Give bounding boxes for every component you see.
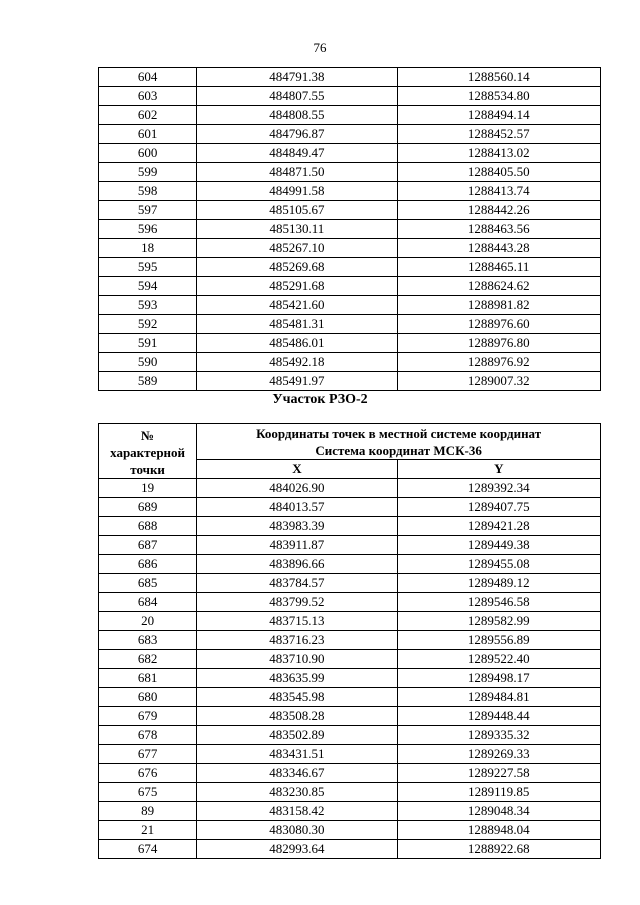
point-number-cell: 676 (99, 764, 197, 783)
point-number-cell: 21 (99, 821, 197, 840)
y-coordinate-cell: 1288534.80 (397, 87, 600, 106)
coordinates-table-continued (98, 67, 601, 391)
x-coordinate-cell: 484808.55 (197, 106, 397, 125)
y-coordinate-cell: 1288452.57 (397, 125, 600, 144)
x-coordinate-cell: 483710.90 (197, 650, 397, 669)
coordinates-group-header-line-2: Система координат МСК-36 (315, 443, 482, 458)
point-number-cell: 688 (99, 517, 197, 536)
table-row (99, 783, 601, 802)
table-row (99, 840, 601, 859)
y-coordinate-cell: 1289392.34 (397, 479, 600, 498)
table-row (99, 498, 601, 517)
table-row (99, 555, 601, 574)
point-number-cell: 685 (99, 574, 197, 593)
point-number-cell: 602 (99, 106, 197, 125)
x-coordinate-cell: 485267.10 (197, 239, 397, 258)
y-coordinate-cell: 1288976.60 (397, 315, 600, 334)
x-coordinate-cell: 485421.60 (197, 296, 397, 315)
y-coordinate-cell: 1288976.80 (397, 334, 600, 353)
point-number-cell: 677 (99, 745, 197, 764)
y-coordinate-cell: 1289522.40 (397, 650, 600, 669)
x-coordinate-cell: 483896.66 (197, 555, 397, 574)
page-number: 76 (313, 40, 327, 55)
point-number-cell: 684 (99, 593, 197, 612)
y-coordinate-cell: 1289498.17 (397, 669, 600, 688)
x-coordinate-cell: 485491.97 (197, 372, 397, 391)
table-row (99, 296, 601, 315)
y-coordinate-cell: 1289335.32 (397, 726, 600, 745)
x-coordinate-cell: 483502.89 (197, 726, 397, 745)
point-number-cell: 18 (99, 239, 197, 258)
table-row (99, 277, 601, 296)
x-coordinate-cell: 484871.50 (197, 163, 397, 182)
y-coordinate-cell: 1288413.02 (397, 144, 600, 163)
table-row (99, 201, 601, 220)
table-row (99, 593, 601, 612)
table-row (99, 68, 601, 87)
table-row (99, 258, 601, 277)
section-title: Участок РЗО-2 (272, 392, 368, 407)
x-coordinate-cell: 483346.67 (197, 764, 397, 783)
point-number-cell: 592 (99, 315, 197, 334)
point-number-header-line-2: характерной (110, 444, 186, 460)
table-row (99, 220, 601, 239)
x-coordinate-cell: 483431.51 (197, 745, 397, 764)
point-number-cell: 682 (99, 650, 197, 669)
point-number-cell: 594 (99, 277, 197, 296)
table-row (99, 726, 601, 745)
table-row (99, 144, 601, 163)
point-number-cell: 589 (99, 372, 197, 391)
y-column-header: Y (397, 460, 600, 479)
point-number-cell: 591 (99, 334, 197, 353)
point-number-cell: 674 (99, 840, 197, 859)
x-coordinate-cell: 483715.13 (197, 612, 397, 631)
point-number-cell: 603 (99, 87, 197, 106)
y-coordinate-cell: 1289484.81 (397, 688, 600, 707)
table-body (99, 68, 601, 391)
y-coordinate-cell: 1288494.14 (397, 106, 600, 125)
y-coordinate-cell: 1288405.50 (397, 163, 600, 182)
table-row (99, 479, 601, 498)
point-number-cell: 687 (99, 536, 197, 555)
y-coordinate-cell: 1288442.26 (397, 201, 600, 220)
y-coordinate-cell: 1289489.12 (397, 574, 600, 593)
point-number-cell: 590 (99, 353, 197, 372)
coordinates-table-rzo-2 (98, 423, 601, 859)
x-coordinate-cell: 484849.47 (197, 144, 397, 163)
point-number-cell: 686 (99, 555, 197, 574)
table-row (99, 574, 601, 593)
y-coordinate-cell: 1289269.33 (397, 745, 600, 764)
table-row (99, 745, 601, 764)
x-coordinate-cell: 485269.68 (197, 258, 397, 277)
table-row (99, 650, 601, 669)
x-coordinate-cell: 483911.87 (197, 536, 397, 555)
x-coordinate-cell: 484791.38 (197, 68, 397, 87)
y-coordinate-cell: 1288976.92 (397, 353, 600, 372)
x-coordinate-cell: 485492.18 (197, 353, 397, 372)
x-coordinate-cell: 484807.55 (197, 87, 397, 106)
table-row (99, 631, 601, 650)
table-row (99, 707, 601, 726)
point-number-cell: 597 (99, 201, 197, 220)
point-number-header (99, 424, 197, 479)
table-row (99, 239, 601, 258)
x-coordinate-cell: 485130.11 (197, 220, 397, 239)
x-coordinate-cell: 484013.57 (197, 498, 397, 517)
table-row (99, 821, 601, 840)
x-coordinate-cell: 483799.52 (197, 593, 397, 612)
y-coordinate-cell: 1288948.04 (397, 821, 600, 840)
x-coordinate-cell: 483508.28 (197, 707, 397, 726)
point-number-cell: 89 (99, 802, 197, 821)
point-number-cell: 600 (99, 144, 197, 163)
y-coordinate-cell: 1288443.28 (397, 239, 600, 258)
y-coordinate-cell: 1289119.85 (397, 783, 600, 802)
point-number-header-line-3: точки (130, 461, 165, 477)
x-column-header: X (197, 460, 397, 479)
y-coordinate-cell: 1289048.34 (397, 802, 600, 821)
table-row (99, 87, 601, 106)
point-number-cell: 601 (99, 125, 197, 144)
y-coordinate-cell: 1288465.11 (397, 258, 600, 277)
point-number-cell: 593 (99, 296, 197, 315)
point-number-cell: 689 (99, 498, 197, 517)
table-row (99, 536, 601, 555)
y-coordinate-cell: 1288624.62 (397, 277, 600, 296)
point-number-cell: 679 (99, 707, 197, 726)
x-coordinate-cell: 483080.30 (197, 821, 397, 840)
coordinates-group-header-line-1: Координаты точек в местной системе координат (256, 426, 542, 441)
point-number-cell: 683 (99, 631, 197, 650)
x-coordinate-cell: 482993.64 (197, 840, 397, 859)
point-number-cell: 680 (99, 688, 197, 707)
point-number-cell: 596 (99, 220, 197, 239)
x-coordinate-cell: 485481.31 (197, 315, 397, 334)
y-coordinate-cell: 1289421.28 (397, 517, 600, 536)
table-row (99, 106, 601, 125)
table-row (99, 334, 601, 353)
x-coordinate-cell: 484796.87 (197, 125, 397, 144)
y-coordinate-cell: 1288463.56 (397, 220, 600, 239)
point-number-cell: 19 (99, 479, 197, 498)
x-coordinate-cell: 483716.23 (197, 631, 397, 650)
y-coordinate-cell: 1289407.75 (397, 498, 600, 517)
y-coordinate-cell: 1289448.44 (397, 707, 600, 726)
x-coordinate-cell: 483784.57 (197, 574, 397, 593)
y-coordinate-cell: 1289546.58 (397, 593, 600, 612)
table-row (99, 517, 601, 536)
table-row (99, 125, 601, 144)
table-row (99, 802, 601, 821)
x-coordinate-cell: 485291.68 (197, 277, 397, 296)
point-number-cell: 678 (99, 726, 197, 745)
point-number-cell: 599 (99, 163, 197, 182)
point-number-header-line-1: № (141, 427, 155, 443)
table-header (99, 424, 601, 479)
table-row (99, 764, 601, 783)
point-number-cell: 595 (99, 258, 197, 277)
coordinates-group-header (197, 424, 601, 460)
point-number-cell: 604 (99, 68, 197, 87)
y-coordinate-cell: 1288981.82 (397, 296, 600, 315)
x-coordinate-cell: 484991.58 (197, 182, 397, 201)
x-coordinate-cell: 485105.67 (197, 201, 397, 220)
table-row (99, 163, 601, 182)
point-number-cell: 20 (99, 612, 197, 631)
x-coordinate-cell: 483983.39 (197, 517, 397, 536)
x-coordinate-cell: 483158.42 (197, 802, 397, 821)
y-coordinate-cell: 1289556.89 (397, 631, 600, 650)
table-row (99, 612, 601, 631)
table-row (99, 372, 601, 391)
table-row (99, 315, 601, 334)
x-coordinate-cell: 483635.99 (197, 669, 397, 688)
point-number-cell: 598 (99, 182, 197, 201)
x-coordinate-cell: 484026.90 (197, 479, 397, 498)
x-coordinate-cell: 483230.85 (197, 783, 397, 802)
table-row (99, 182, 601, 201)
y-coordinate-cell: 1289455.08 (397, 555, 600, 574)
y-coordinate-cell: 1288560.14 (397, 68, 600, 87)
y-coordinate-cell: 1289449.38 (397, 536, 600, 555)
table-row (99, 688, 601, 707)
x-coordinate-cell: 483545.98 (197, 688, 397, 707)
x-coordinate-cell: 485486.01 (197, 334, 397, 353)
y-coordinate-cell: 1289007.32 (397, 372, 600, 391)
table-body (99, 479, 601, 859)
header-row (99, 424, 601, 460)
point-number-cell: 681 (99, 669, 197, 688)
y-coordinate-cell: 1289227.58 (397, 764, 600, 783)
y-coordinate-cell: 1288922.68 (397, 840, 600, 859)
point-number-cell: 675 (99, 783, 197, 802)
table-row (99, 669, 601, 688)
table-row (99, 353, 601, 372)
y-coordinate-cell: 1289582.99 (397, 612, 600, 631)
y-coordinate-cell: 1288413.74 (397, 182, 600, 201)
